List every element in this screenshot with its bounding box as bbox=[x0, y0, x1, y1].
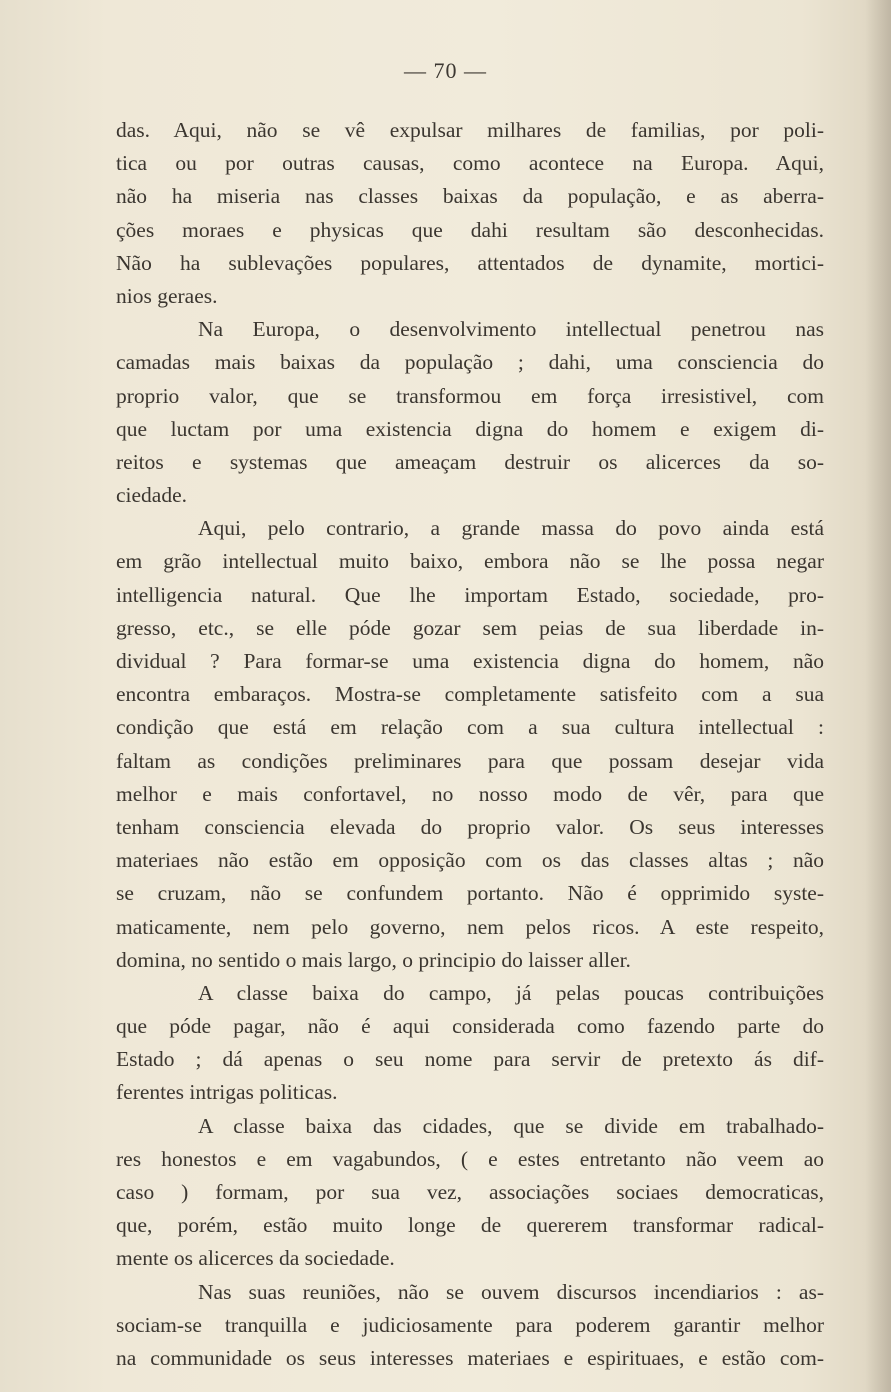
text-line: encontra embaraços. Mostra-se completamente satisfeito com a sua bbox=[116, 682, 824, 707]
text-line: res honestos e em vagabundos, ( e estes entretanto não veem ao bbox=[116, 1146, 824, 1171]
text-line: Na Europa, o desenvolvimento intellectual penetrou nas bbox=[198, 317, 824, 342]
text-line: ferentes intrigas politicas. bbox=[116, 1080, 338, 1105]
text-line: não ha miseria nas classes baixas da população, e as aberra- bbox=[116, 184, 824, 209]
text-line: tenham consciencia elevada do proprio valor. Os seus interesses bbox=[116, 814, 824, 839]
text-line: ciedade. bbox=[116, 483, 188, 508]
text-line: Não ha sublevações populares, attentados de dynamite, mortici- bbox=[116, 250, 824, 275]
body-text bbox=[116, 114, 824, 1375]
text-line: das. Aqui, não se vê expulsar milhares de familias, por poli- bbox=[116, 118, 824, 142]
text-line: em grão intellectual muito baixo, embora não se lhe possa negar bbox=[116, 549, 824, 574]
page-number: — 70 — bbox=[404, 58, 487, 83]
text-line: melhor e mais confortavel, no nosso modo de vêr, para que bbox=[116, 781, 824, 806]
text-line: maticamente, nem pelo governo, nem pelos ricos. A este respeito, bbox=[116, 914, 824, 939]
text-line: materiaes não estão em opposição com os das classes altas ; não bbox=[116, 848, 824, 873]
text-line: que luctam por uma existencia digna do homem e exigem di- bbox=[116, 416, 824, 441]
text-line: A classe baixa das cidades, que se divide em trabalhado- bbox=[198, 1113, 824, 1138]
text-line: camadas mais baixas da população ; dahi, uma consciencia do bbox=[116, 350, 824, 375]
text-line: se cruzam, não se confundem portanto. Não é opprimido syste- bbox=[116, 881, 824, 906]
text-line: proprio valor, que se transformou em força irresistivel, com bbox=[116, 383, 824, 408]
text-line: intelligencia natural. Que lhe importam Estado, sociedade, pro- bbox=[116, 582, 824, 607]
text-line: na communidade os seus interesses materiaes e espirituaes, e estão com- bbox=[116, 1345, 824, 1370]
text-line: tica ou por outras causas, como acontece na Europa. Aqui, bbox=[116, 151, 824, 176]
text-line: gresso, etc., se elle póde gozar sem peias de sua liberdade in- bbox=[116, 615, 824, 640]
text-line: Nas suas reuniões, não se ouvem discursos incendiarios : as- bbox=[198, 1279, 824, 1304]
text-line: dividual ? Para formar-se uma existencia digna do homem, não bbox=[116, 649, 824, 673]
text-line: que, porém, estão muito longe de quererem transformar radical- bbox=[116, 1213, 824, 1238]
text-line: ções moraes e physicas que dahi resultam são desconhecidas. bbox=[116, 217, 824, 242]
text-line: Aqui, pelo contrario, a grande massa do povo ainda está bbox=[198, 516, 824, 541]
text-line: mente os alicerces da sociedade. bbox=[116, 1246, 395, 1271]
text-line: domina, no sentido o mais largo, o principio do laisser aller. bbox=[116, 947, 631, 972]
text-line: que póde pagar, não é aqui considerada como fazendo parte do bbox=[116, 1014, 824, 1039]
text-line: Estado ; dá apenas o seu nome para servir de pretexto ás dif- bbox=[116, 1047, 824, 1072]
page-edge-shadow bbox=[865, 0, 891, 1392]
text-line: condição que está em relação com a sua cultura intellectual : bbox=[116, 715, 824, 740]
text-line: faltam as condições preliminares para que possam desejar vida bbox=[116, 748, 824, 773]
text-line: A classe baixa do campo, já pelas poucas contribuições bbox=[198, 980, 824, 1005]
text-line: reitos e systemas que ameaçam destruir os alicerces da so- bbox=[116, 449, 824, 474]
text-line: nios geraes. bbox=[116, 283, 218, 308]
text-line: sociam-se tranquilla e judiciosamente para poderem garantir melhor bbox=[116, 1312, 824, 1337]
text-line: caso ) formam, por sua vez, associações sociaes democraticas, bbox=[116, 1180, 824, 1204]
